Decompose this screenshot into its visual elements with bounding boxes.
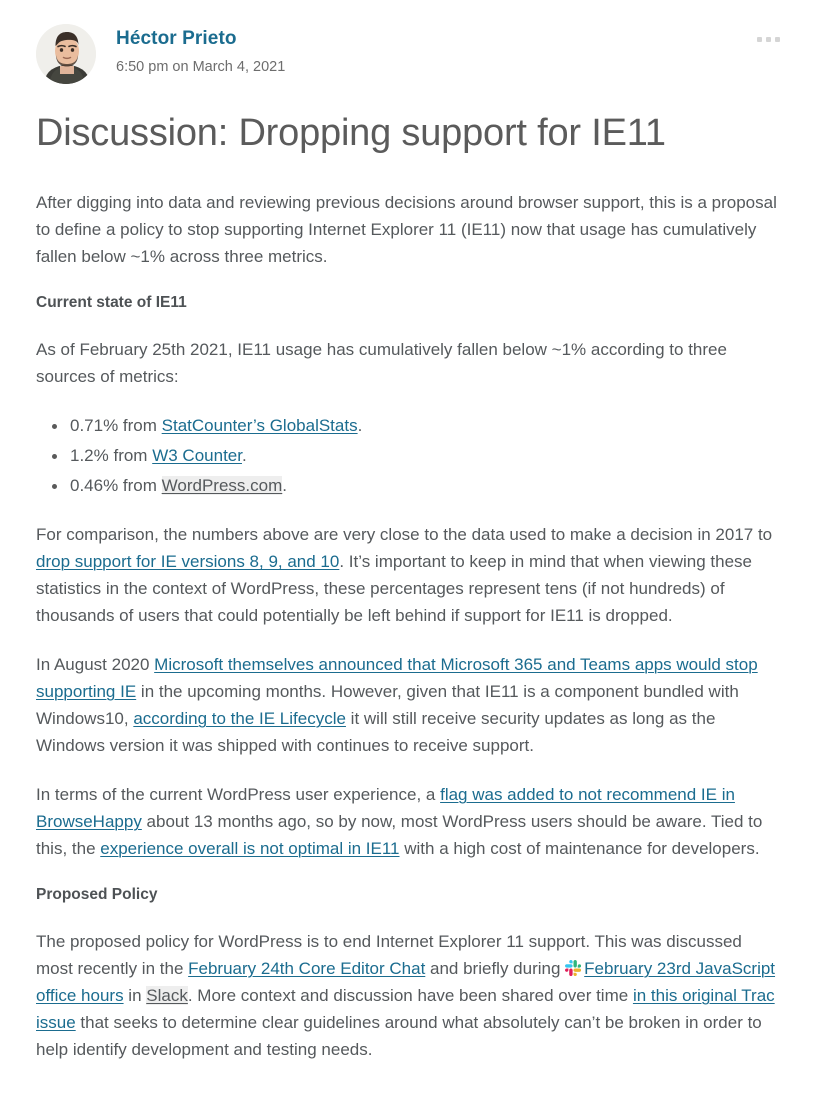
text-fragment: it will still receive security updates as long as the Windows version it was shipped with continues to receive support.: [36, 709, 716, 755]
metric-prefix: 0.46% from: [70, 476, 162, 495]
link-feb-24-core-editor-chat[interactable]: February 24th Core Editor Chat: [188, 959, 426, 978]
list-item: [70, 412, 778, 439]
metric-suffix: .: [357, 416, 363, 435]
metrics-list: [36, 412, 778, 499]
text-fragment: In August 2020: [36, 655, 155, 674]
slack-icon: [565, 960, 581, 976]
ellipsis-dot: [775, 37, 780, 42]
link-microsoft-announcement[interactable]: Microsoft themselves announced that Microsoft 365 and Teams apps would stop supporting IE: [36, 655, 758, 701]
link-statcounter-globalstats[interactable]: StatCounter’s GlobalStats: [161, 416, 358, 435]
author-block: [116, 22, 285, 78]
paragraph-comparison: [36, 521, 778, 629]
text-fragment: . It’s important to keep in mind that when viewing these statistics in the context of WordPress, these percentages represent tens (if not hundreds) of thousands of users that could potentially be left behind if support for IE11 is dropped.: [36, 552, 752, 625]
text-fragment: and briefly during: [425, 959, 566, 978]
post-body: [36, 156, 778, 1063]
text-fragment: in the upcoming months. However, given that IE11 is a component bundled with Windows10,: [36, 682, 739, 728]
ellipsis-dot: [766, 37, 771, 42]
author-name[interactable]: Héctor Prieto: [116, 28, 237, 49]
text-fragment: in: [123, 986, 147, 1005]
link-experience-not-optimal-ie11[interactable]: experience overall is not optimal in IE11: [100, 839, 400, 858]
metric-prefix: 1.2% from: [70, 446, 153, 465]
avatar[interactable]: [36, 24, 96, 84]
paragraph-august-2020: [36, 651, 778, 759]
heading-current-state: Current state of IE11: [36, 294, 187, 311]
paragraph-intro: After digging into data and reviewing previous decisions around browser support, this is a proposal to define a policy to stop supporting Internet Explorer 11 (IE11) now that usage has cumulatively fallen below ~1% across three metrics.: [36, 193, 777, 266]
post-timestamp: 6:50 pm on March 4, 2021: [116, 59, 286, 75]
link-original-trac-issue[interactable]: in this original Trac issue: [36, 986, 775, 1032]
link-browsehappy-flag[interactable]: flag was added to not recommend IE in BrowseHappy: [36, 785, 735, 831]
paragraph-user-experience: [36, 781, 778, 862]
paragraph-current-state-intro: As of February 25th 2021, IE11 usage has cumulatively fallen below ~1% according to three sources of metrics:: [36, 340, 727, 386]
text-fragment: The proposed policy for WordPress is to end Internet Explorer 11 support. This was discussed most recently in the: [36, 932, 742, 978]
heading-proposed-policy: Proposed Policy: [36, 886, 158, 903]
text-fragment: For comparison, the numbers above are very close to the data used to make a decision in 2017 to: [36, 525, 773, 544]
link-slack[interactable]: Slack: [146, 986, 188, 1005]
page-title: Discussion: Dropping support for IE11: [36, 112, 666, 154]
more-options-icon[interactable]: [753, 33, 784, 46]
ellipsis-dot: [757, 37, 762, 42]
text-fragment: about 13 months ago, so by now, most WordPress users should be aware. Tied to this, the: [36, 812, 763, 858]
metric-prefix: 0.71% from: [70, 416, 162, 435]
metric-suffix: .: [282, 476, 287, 495]
metric-suffix: .: [241, 446, 247, 465]
link-w3-counter[interactable]: W3 Counter: [152, 446, 242, 465]
post-header: [0, 0, 814, 84]
text-fragment: . More context and discussion have been shared over time: [187, 986, 633, 1005]
text-fragment: In terms of the current WordPress user experience, a: [36, 785, 441, 804]
list-item: [70, 472, 778, 499]
text-fragment: that seeks to determine clear guidelines around what absolutely can’t be broken in order to help identify development and testing needs.: [36, 1013, 762, 1059]
link-drop-support-ie-8-9-10[interactable]: drop support for IE versions 8, 9, and 10: [36, 552, 340, 571]
link-feb-23-js-office-hours[interactable]: February 23rd JavaScript office hours: [36, 959, 776, 1005]
link-ie-lifecycle[interactable]: according to the IE Lifecycle: [133, 709, 346, 728]
text-fragment: with a high cost of maintenance for developers.: [399, 839, 760, 858]
list-item: [70, 442, 778, 469]
paragraph-policy: [36, 928, 778, 1063]
link-wordpress-com[interactable]: WordPress.com: [161, 476, 283, 495]
